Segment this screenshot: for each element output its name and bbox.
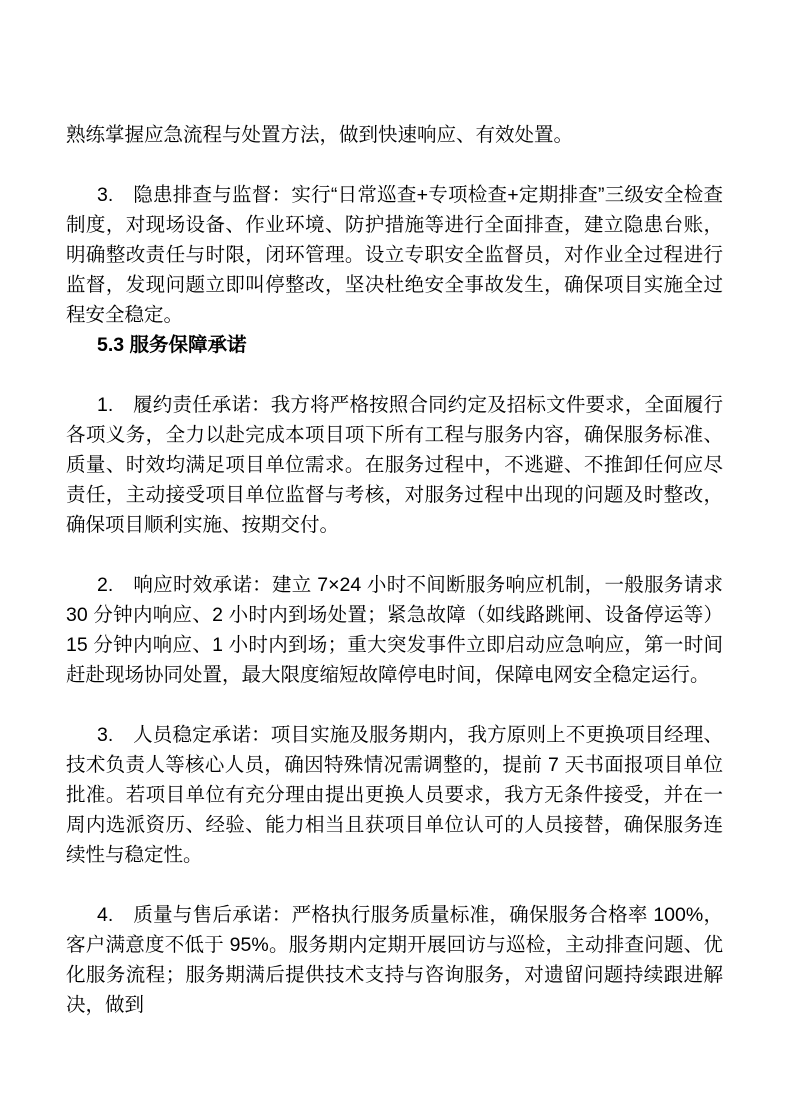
paragraph-commitment-3: 3. 人员稳定承诺：项目实施及服务期内，我方原则上不更换项目经理、技术负责人等核心人员，确因特殊情况需调整的，提前 7 天书面报项目单位批准。若项目单位有充分理由提出更换人员要求，我方无条件接受，并在一周内选派资历、经验、能力相当且获项目单位认可的人员接替，确保服务连续性与稳定性。 bbox=[66, 724, 723, 866]
paragraph-commitment-1: 1. 履约责任承诺：我方将严格按照合同约定及招标文件要求，全面履行各项义务，全力以赴完成本项目项下所有工程与服务内容，确保服务标准、质量、时效均满足项目单位需求。在服务过程中，不逃避、不推卸任何应尽责任，主动接受项目单位监督与考核，对服务过程中出现的问题及时整改，确保项目顺利实施、按期交付。 bbox=[66, 394, 723, 536]
section-heading-5-3: 5.3 服务保障承诺 bbox=[97, 334, 247, 356]
paragraph-safety-item-3: 3. 隐患排查与监督：实行“日常巡查+专项检查+定期排查”三级安全检查制度，对现场设备、作业环境、防护措施等进行全面排查，建立隐患台账，明确整改责任与时限，闭环管理。设立专职安全监督员，对作业全过程进行监督，发现问题立即叫停整改，坚决杜绝安全事故发生，确保项目实施全过程安全稳定。 bbox=[66, 184, 723, 326]
paragraph-commitment-4: 4. 质量与售后承诺：严格执行服务质量标准，确保服务合格率 100%，客户满意度不低于 95%。服务期内定期开展回访与巡检，主动排查问题、优化服务流程；服务期满后提供技术支持与咨询服务，对遗留问题持续跟进解决，做到 bbox=[66, 904, 723, 1016]
paragraph-continuation: 熟练掌握应急流程与处置方法，做到快速响应、有效处置。 bbox=[66, 124, 574, 146]
paragraph-commitment-2: 2. 响应时效承诺：建立 7×24 小时不间断服务响应机制，一般服务请求 30 分钟内响应、2 小时内到场处置；紧急故障（如线路跳闸、设备停运等）15 分钟内响应、1 小时内到场；重大突发事件立即启动应急响应，第一时间赶赴现场协同处置，最大限度缩短故障停电时间，保障电网安全稳定运行。 bbox=[66, 574, 723, 686]
